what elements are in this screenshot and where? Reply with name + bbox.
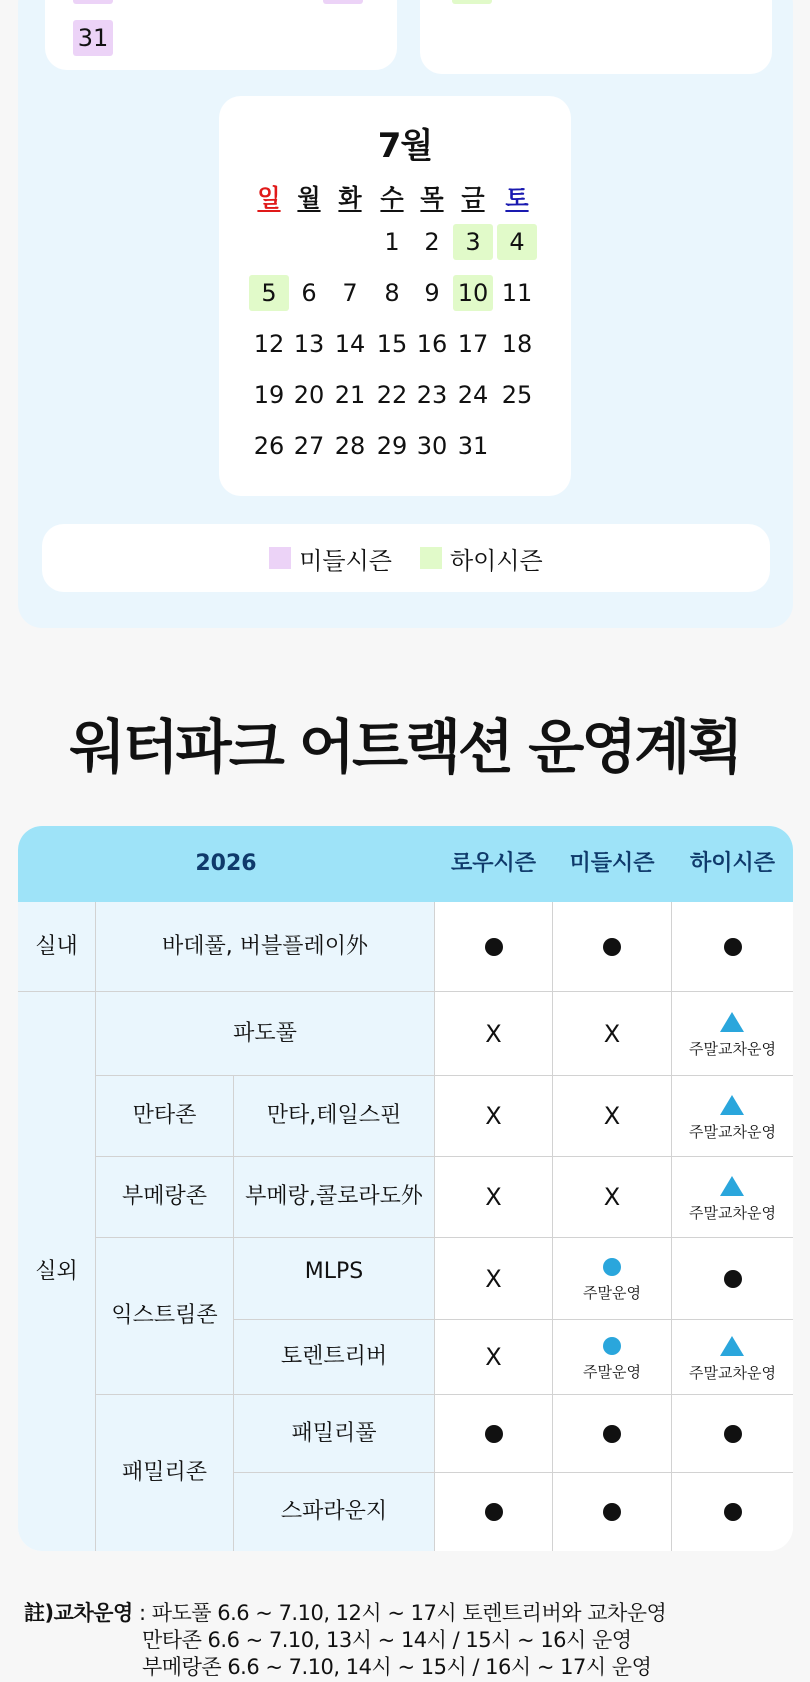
calendar-day: 21 xyxy=(334,381,366,409)
zone-family: 패밀리존 xyxy=(96,1395,234,1551)
calendar-day-31: 31 xyxy=(73,20,113,56)
calendar-day: 2 xyxy=(424,228,440,256)
zone-extreme: 익스트림존 xyxy=(96,1238,234,1395)
row-indoor-name: 바데풀, 버블플레이外 xyxy=(96,902,435,992)
category-outdoor: 실외 xyxy=(18,992,96,1551)
operating-dot-icon xyxy=(485,938,503,956)
previous-calendar-card xyxy=(420,0,772,74)
season-value-cell xyxy=(553,1395,672,1473)
operating-dot-icon xyxy=(485,1503,503,1521)
calendar-day: 6 xyxy=(301,279,317,307)
season-value-cell xyxy=(435,1076,553,1157)
legend-middle xyxy=(269,541,392,576)
closed-mark: X xyxy=(485,1019,502,1048)
calendar-day: 8 xyxy=(384,279,400,307)
attraction-plan-heading: 워터파크 어트랙션 운영계획 xyxy=(69,713,741,781)
middle-season-swatch xyxy=(269,547,291,569)
table-header-year: 2026 xyxy=(18,826,435,902)
calendar-day: 23 xyxy=(416,381,448,409)
weekday-header: 일 xyxy=(257,184,281,212)
alternate-note: 주말교차운영 xyxy=(689,1122,776,1141)
alternate-note: 주말교차운영 xyxy=(689,1363,776,1382)
season-value-cell xyxy=(672,902,793,992)
weekday-header: 월 xyxy=(297,184,321,212)
operating-dot-icon xyxy=(724,1425,742,1443)
season-value-cell xyxy=(553,1320,672,1395)
operating-dot-icon xyxy=(603,1425,621,1443)
alternate-triangle-icon xyxy=(720,1176,744,1196)
calendar-day-middle xyxy=(73,0,113,4)
footnote xyxy=(24,1600,666,1681)
weekend-dot-icon xyxy=(603,1337,621,1355)
season-value-cell xyxy=(435,1157,553,1238)
season-value-cell xyxy=(672,1320,793,1395)
season-value-cell xyxy=(435,1473,553,1551)
season-value-cell xyxy=(672,1473,793,1551)
season-value-cell xyxy=(672,1238,793,1320)
alternate-triangle-icon xyxy=(720,1012,744,1032)
weekend-note: 주말운영 xyxy=(583,1284,641,1303)
calendar-day: 31 xyxy=(457,432,489,460)
operating-dot-icon xyxy=(724,1503,742,1521)
calendar-day: 19 xyxy=(253,381,285,409)
operating-dot-icon xyxy=(485,1425,503,1443)
calendar-day: 7 xyxy=(342,279,358,307)
closed-mark: X xyxy=(485,1183,502,1211)
calendar-day: 14 xyxy=(334,330,366,358)
closed-mark: X xyxy=(485,1102,502,1130)
row-torrent-name: 토렌트리버 xyxy=(234,1320,435,1395)
weekday-header: 수 xyxy=(380,184,404,212)
calendar-day: 27 xyxy=(293,432,325,460)
row-mlps-name: MLPS xyxy=(234,1238,435,1320)
closed-mark: X xyxy=(485,1264,502,1293)
operating-dot-icon xyxy=(603,1503,621,1521)
category-indoor: 실내 xyxy=(18,902,96,992)
footnote-line-1 xyxy=(24,1600,666,1627)
footnote-text-1: : 파도풀 6.6 ~ 7.10, 12시 ~ 17시 토렌트리버와 교차운영 xyxy=(132,1601,667,1625)
weekend-note: 주말운영 xyxy=(583,1362,641,1381)
season-value-cell xyxy=(435,1395,553,1473)
operating-dot-icon xyxy=(603,938,621,956)
zone-manta: 만타존 xyxy=(96,1076,234,1157)
table-header-high: 하이시즌 xyxy=(672,826,793,902)
calendar-day: 26 xyxy=(253,432,285,460)
zone-boomerang: 부메랑존 xyxy=(96,1157,234,1238)
season-value-cell xyxy=(672,1076,793,1157)
footnote-mark: 註) xyxy=(24,1601,54,1625)
high-season-swatch xyxy=(420,547,442,569)
calendar-day: 29 xyxy=(376,432,408,460)
calendar-day: 9 xyxy=(424,279,440,307)
legend-middle-label: 미들시즌 xyxy=(299,546,392,575)
calendar-day-high xyxy=(452,0,492,4)
row-lounge-name: 스파라운지 xyxy=(234,1473,435,1551)
footnote-label: 교차운영 xyxy=(53,1601,133,1625)
season-value-cell xyxy=(435,992,553,1076)
calendar-day: 15 xyxy=(376,330,408,358)
calendar-day: 18 xyxy=(501,330,533,358)
weekday-header: 금 xyxy=(461,184,485,212)
calendar-day: 5 xyxy=(249,275,289,311)
weekday-header: 화 xyxy=(338,184,362,212)
closed-mark: X xyxy=(603,1102,621,1130)
legend-high-label: 하이시즌 xyxy=(450,546,543,575)
calendar-day: 20 xyxy=(293,381,325,409)
season-value-cell xyxy=(672,992,793,1076)
calendar-day: 10 xyxy=(453,275,493,311)
closed-mark: X xyxy=(603,1019,621,1048)
weekend-dot-icon xyxy=(603,1258,621,1276)
operating-dot-icon xyxy=(724,1270,742,1288)
calendar-day: 1 xyxy=(384,228,400,256)
season-value-cell xyxy=(672,1157,793,1238)
row-manta-name: 만타,테일스핀 xyxy=(234,1076,435,1157)
calendar-day-middle xyxy=(323,0,363,4)
calendar-day: 16 xyxy=(416,330,448,358)
table-header-middle: 미들시즌 xyxy=(553,826,672,902)
calendar-day: 11 xyxy=(501,279,533,307)
season-value-cell xyxy=(435,1320,553,1395)
calendar-day: 3 xyxy=(453,224,493,260)
calendar-day: 25 xyxy=(501,381,533,409)
closed-mark: X xyxy=(485,1343,502,1371)
season-value-cell xyxy=(672,1395,793,1473)
season-value-cell xyxy=(553,1157,672,1238)
row-familypool-name: 패밀리풀 xyxy=(234,1395,435,1473)
operating-dot-icon xyxy=(724,938,742,956)
closed-mark: X xyxy=(603,1183,621,1211)
footnote-line-2: 만타존 6.6 ~ 7.10, 13시 ~ 14시 / 15시 ~ 16시 운영 xyxy=(142,1628,632,1652)
season-value-cell xyxy=(553,1238,672,1320)
season-value-cell xyxy=(553,992,672,1076)
weekday-header: 토 xyxy=(505,184,529,212)
season-value-cell xyxy=(553,1076,672,1157)
alternate-triangle-icon xyxy=(720,1095,744,1115)
alternate-note: 주말교차운영 xyxy=(689,1203,776,1222)
attraction-operation-table xyxy=(18,826,793,1551)
calendar-day: 28 xyxy=(334,432,366,460)
season-value-cell xyxy=(553,902,672,992)
calendar-day: 17 xyxy=(457,330,489,358)
row-boomerang-name: 부메랑,콜로라도外 xyxy=(234,1157,435,1238)
calendar-day: 13 xyxy=(293,330,325,358)
alternate-triangle-icon xyxy=(720,1336,744,1356)
row-pado-name: 파도풀 xyxy=(96,992,435,1076)
season-value-cell xyxy=(553,1473,672,1551)
calendar-day: 4 xyxy=(497,224,537,260)
month-title: 7월 xyxy=(377,126,433,166)
calendar-day: 30 xyxy=(416,432,448,460)
weekday-header: 목 xyxy=(420,184,444,212)
calendar-day: 22 xyxy=(376,381,408,409)
calendar-day: 12 xyxy=(253,330,285,358)
season-value-cell xyxy=(435,1238,553,1320)
legend-high xyxy=(420,541,543,576)
table-header-low: 로우시즌 xyxy=(435,826,553,902)
season-value-cell xyxy=(435,902,553,992)
season-legend xyxy=(42,524,770,592)
june-calendar-card xyxy=(45,0,397,70)
calendar-day: 24 xyxy=(457,381,489,409)
alternate-note: 주말교차운영 xyxy=(689,1040,776,1059)
footnote-line-3: 부메랑존 6.6 ~ 7.10, 14시 ~ 15시 / 16시 ~ 17시 운영 xyxy=(142,1655,652,1679)
